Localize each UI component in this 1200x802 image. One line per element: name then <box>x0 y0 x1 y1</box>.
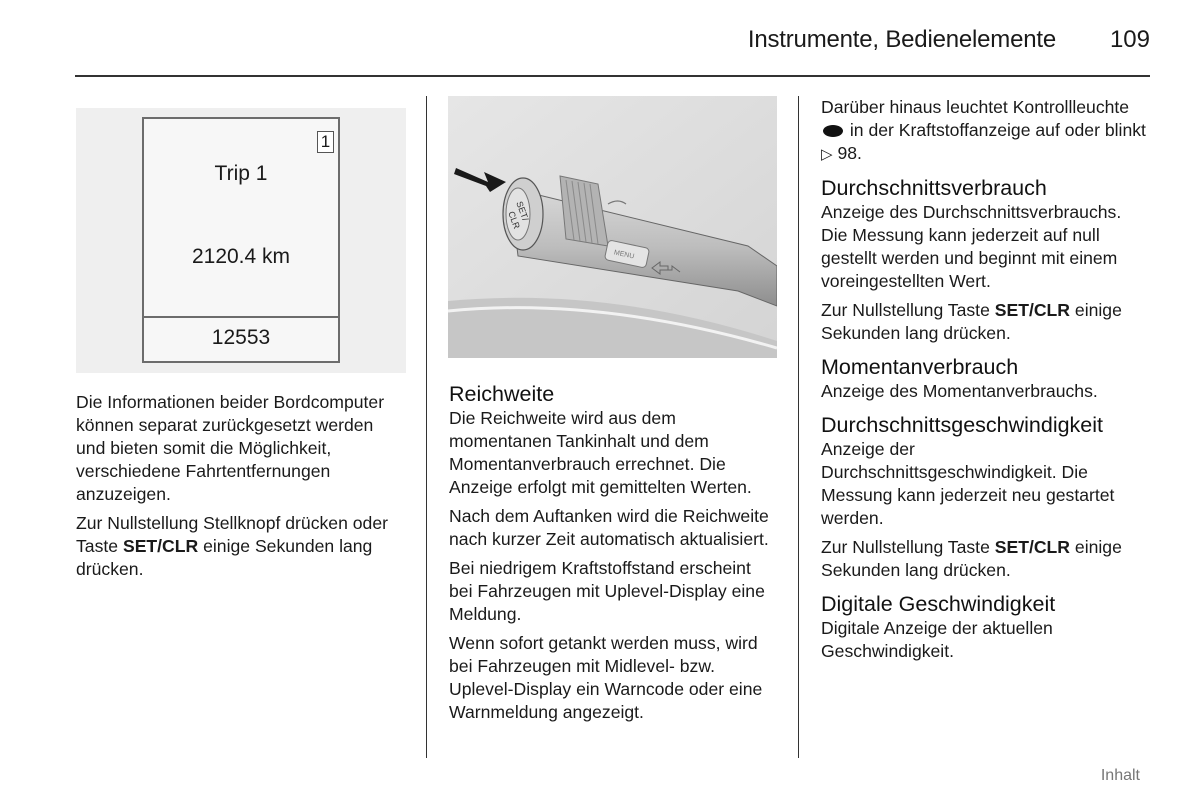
fuel-warning-light-icon <box>823 125 843 137</box>
turn-signal-stalk-illustration <box>448 96 777 358</box>
page-reference-icon: ▷ <box>821 146 833 163</box>
trip-display-illustration <box>76 108 406 373</box>
contents-link[interactable]: Inhalt <box>1100 767 1140 784</box>
button-name-set-clr: SET/CLR <box>122 536 199 556</box>
column-middle <box>449 372 779 730</box>
display-screen <box>142 117 340 363</box>
paragraph: Zur Nullstellung Taste SET/CLR einige Sekunden lang drücken. <box>821 300 1122 343</box>
column-divider-left <box>426 96 427 758</box>
paragraph: Darüber hinaus leuchtet Kontrollleuchte in der Kraftstoffanzeige auf oder blinkt ▷ 98. <box>821 96 1151 166</box>
button-name-set-clr: SET/CLR <box>994 537 1071 557</box>
column-left <box>76 391 406 587</box>
column-right <box>821 96 1151 669</box>
section-heading-digitale-geschwindigkeit: Digitale Geschwindigkeit <box>821 592 1056 616</box>
stalk-clr-label: CLR <box>506 209 522 231</box>
header-divider <box>75 75 1150 77</box>
paragraph: Zur Nullstellung Stellknopf drücken oder Taste SET/CLR einige Sekunden lang drücken. <box>76 513 388 579</box>
section-title: Instrumente, Bedienelemente <box>747 26 1056 53</box>
display-trip-distance: 2120.4 km <box>191 245 291 268</box>
display-odometer: 12553 <box>211 326 271 349</box>
paragraph: Anzeige des Momentanverbrauchs. <box>821 381 1098 401</box>
display-trip-label: Trip 1 <box>214 162 268 185</box>
section-heading-momentanverbrauch: Momentanverbrauch <box>821 355 1019 379</box>
paragraph: Anzeige der Durchschnittsgeschwindigkeit. Die Messung kann jederzeit neu gestartet werden. <box>821 439 1115 528</box>
section-heading-reichweite: Reichweite <box>449 382 555 406</box>
paragraph: Nach dem Auftanken wird die Reichweite nach kurzer Zeit automatisch aktualisiert. <box>449 506 769 549</box>
column-divider-right <box>798 96 799 758</box>
paragraph: Digitale Anzeige der aktuellen Geschwindigkeit. <box>821 618 1053 661</box>
page-reference-link[interactable]: 98. <box>837 143 862 163</box>
stalk-set-label: SET/ <box>514 199 531 223</box>
section-heading-durchschnittsverbrauch: Durchschnittsverbrauch <box>821 176 1047 200</box>
display-separator <box>144 316 338 318</box>
button-name-set-clr: SET/CLR <box>994 300 1071 320</box>
paragraph: Wenn sofort getankt werden muss, wird bei Fahrzeugen mit Midlevel- bzw. Uplevel-Display ein Warncode oder eine Warnmeldung angezeigt. <box>449 633 763 722</box>
page-number: 109 <box>1109 26 1150 53</box>
paragraph: Bei niedrigem Kraftstoffstand erscheint bei Fahrzeugen mit Uplevel-Display eine Meldung. <box>449 558 765 624</box>
paragraph: Die Informationen beider Bordcomputer können separat zurückgesetzt werden und bieten somit die Möglichkeit, verschiedene Fahrtentfernungen anzuzeigen. <box>76 392 385 504</box>
paragraph: Anzeige des Durchschnittsverbrauchs. Die Messung kann jederzeit auf null gestellt werden und beginnt mit einem voreingestellten Wert. <box>821 202 1122 291</box>
paragraph: Die Reichweite wird aus dem momentanen Tankinhalt und dem Momentanverbrauch errechnet. Die Anzeige erfolgt mit gemittelten Werten. <box>449 408 752 497</box>
display-page-indicator: 1 <box>317 131 334 153</box>
section-heading-durchschnittsgeschwindigkeit: Durchschnittsgeschwindigkeit <box>821 413 1104 437</box>
stalk-menu-label: MENU <box>613 249 635 261</box>
paragraph: Zur Nullstellung Taste SET/CLR einige Sekunden lang drücken. <box>821 537 1122 580</box>
